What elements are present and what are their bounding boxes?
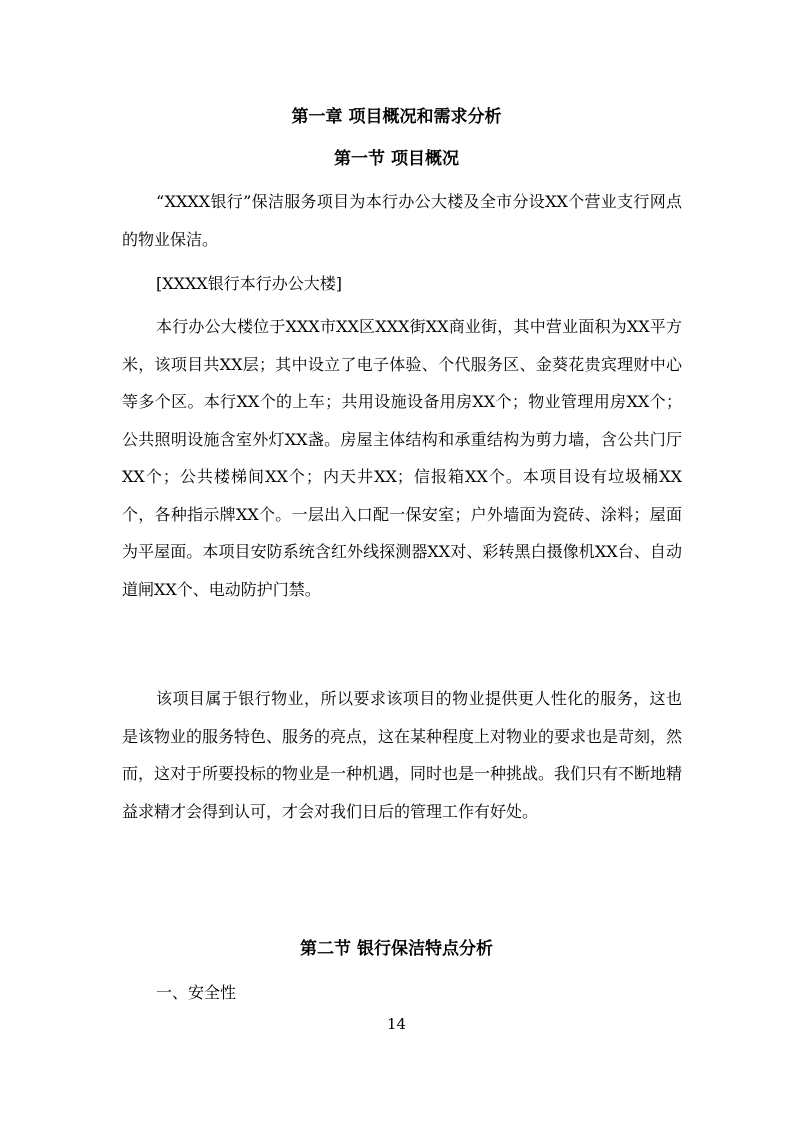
- section-title-cleaning-analysis: 第二节 银行保洁特点分析: [300, 939, 493, 959]
- section-title-project-overview: 第一节 项目概况: [334, 149, 459, 169]
- paragraph-requirements: 该项目属于银行物业，所以要求该项目的物业提供更人性化的服务，这也是该物业的服务特色、服务的亮点，这在某种程度上对物业的要求也是苛刻，然而，这对于所要投标的物业是一种机遇，同时也是一种挑战。我们只有不断地精益求精才会得到认可，才会对我们日后的管理工作有好处。: [122, 689, 683, 821]
- chapter-title: 第一章 项目概况和需求分析: [291, 107, 502, 127]
- paragraph-building-description: 本行办公大楼位于XXX市XX区XXX街XX商业街，其中营业面积为XX平方米，该项目共XX层；其中设立了电子体验、个代服务区、金葵花贵宾理财中心等多个区。本行XX个的上车；共用设施设备用房XX个；物业管理用房XX个；公共照明设施含室外灯XX盏。房屋主体结构和承重结构为剪力墙，含公共门厅XX个；公共楼梯间XX个；内天井XX；信报箱XX个。本项目设有垃圾桶XX个，各种指示牌XX个。一层出入口配一保安室；户外墙面为瓷砖、涂料；屋面为平屋面。本项目安防系统含红外线探测器XX对、彩转黑白摄像机XX台、自动道闸XX个、电动防护门禁。: [122, 317, 682, 599]
- paragraph-project-intro: “XXXX银行”保洁服务项目为本行办公大楼及全市分设XX个营业支行网点的物业保洁。: [122, 192, 682, 249]
- page-number: 14: [386, 1015, 407, 1033]
- subsection-title-safety: 一、安全性: [156, 983, 237, 1002]
- paragraph-building-label: [XXXX银行本行办公大楼]: [156, 274, 343, 293]
